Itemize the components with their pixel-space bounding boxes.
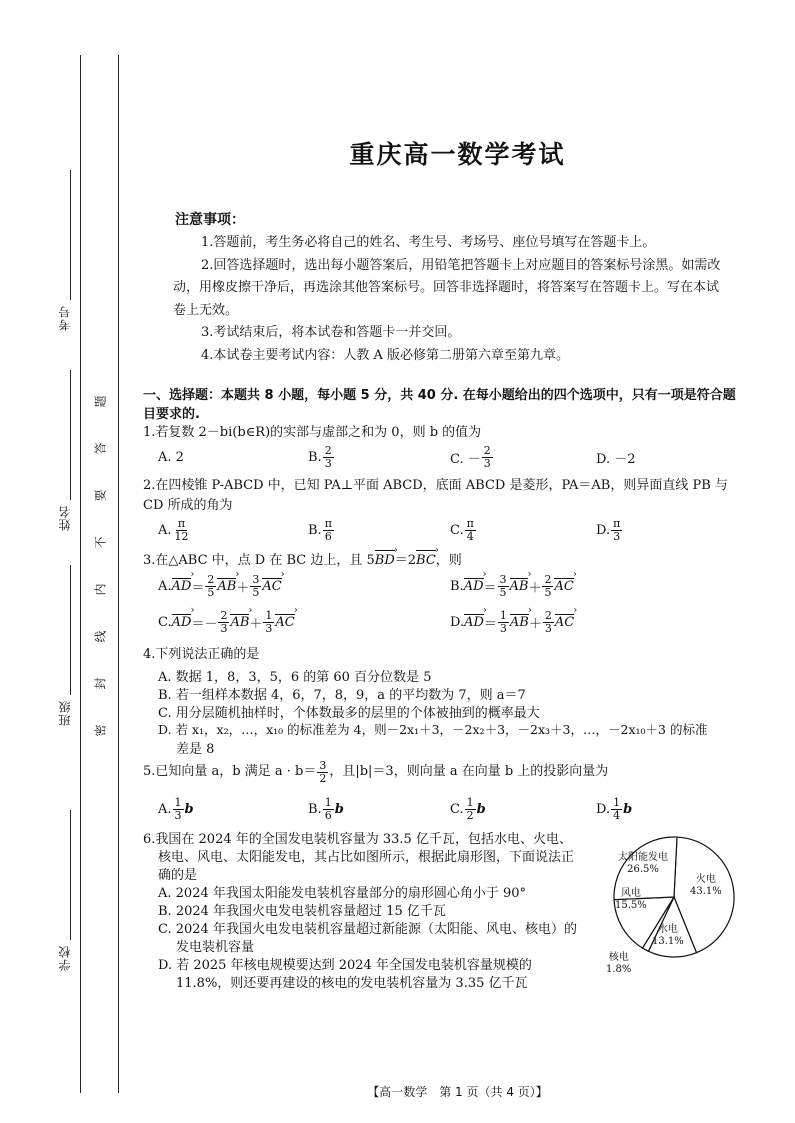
option-b [308,440,335,474]
denominator: 5 [252,585,260,599]
vector: AB › [217,579,236,594]
question-6-option-a: A. 2024 年我国太阳能发电装机容量部分的扇形圆心角小于 90° [158,886,527,901]
denominator: 2 [466,808,474,822]
numerator: 3 [252,572,260,586]
question-6-option-d: D. 若 2025 年核电规模要达到 2024 年全国发电装机容量规模的 [158,958,532,973]
stem-text: ＝2 [394,553,417,568]
question-6-option-d-cont: 11.8%，则还要再建设的核电的发电装机容量为 3.35 亿千瓦 [176,976,528,991]
option-c [450,792,486,826]
stem-text: ，且|b|＝3，则向量 a 在向量 b 上的投影向量为 [329,764,609,779]
numerator: 2 [544,608,552,622]
seal-char: 要 [93,489,108,502]
fraction [611,797,622,822]
question-2-stem: 2.在四棱锥 P-ABCD 中，已知 PA⊥平面 ABCD，底面 ABCD 是菱形，PA＝AB，则异面直线 PB 与 CD 所成的角为 [143,478,728,513]
stem-text: 5.已知向量 a，b 满足 a · b＝ [143,764,317,779]
school-label: 学校 [58,945,72,971]
vector: AB › [510,615,529,630]
fraction [173,797,184,822]
pie-slice-value: 43.1% [690,886,722,897]
seal-char: 内 [93,583,108,596]
vector: AB › [230,615,249,630]
denominator: 3 [499,621,507,635]
numerator: 2 [207,572,215,586]
operator: ＋ [528,580,542,596]
question-4-option-a: A. 数据 1，8，3，5，6 的第 60 百分位数是 5 [158,670,432,685]
notice-item: 4.本试卷主要考试内容：人教 A 版必修第二册第六章至第九章。 [201,347,570,363]
option-c [450,513,477,547]
pie-slice-value: 26.5% [627,864,659,875]
denominator: 2 [319,771,327,785]
option-b [308,792,344,826]
numerator: 3 [499,572,507,586]
fraction [317,760,328,785]
fraction [323,445,334,470]
option-label: C. [450,801,464,817]
question-4-stem: 4.下列说法正确的是 [143,647,260,662]
numerator: 3 [319,758,327,772]
denominator: 3 [265,621,273,635]
question-6-stem-cont: 核电、风电、太阳能发电，其占比如图所示，根据此扇形图，下面说法正 [158,850,575,865]
fraction [498,574,509,599]
question-6-option-c-cont: 发电装机容量 [176,940,255,955]
option-label: D. [596,801,611,817]
denominator: 12 [174,529,189,543]
numerator: 1 [174,795,182,809]
numerator: π [177,516,186,530]
numerator: π [613,516,621,530]
class-label: 班级 [58,700,72,726]
numerator: 2 [483,443,491,457]
question-6-option-b: B. 2024 年我国火电发电装机容量超过 15 亿千瓦 [158,904,446,919]
vector-b: b [623,801,633,817]
option-c [158,605,295,639]
question-5-options [158,792,738,826]
option-label: D. [596,522,611,538]
pie-slice-name: 核电 [608,952,629,963]
class-blank [70,565,71,695]
option-a [158,569,282,603]
binding-line-outer [80,55,81,1093]
denominator: 5 [544,585,552,599]
notice-item: 2.回答选择题时，选出每小题答案后，用铅笔把答题卡上对应题目的答案标号涂黑。如需改动，用橡皮擦干净后，再选涂其他答案标号。回答非选择题时，将答案写在答题卡上。写在本试卷上无效。 [173,257,721,318]
fraction [250,574,261,599]
vector: AD › [172,615,192,630]
operator: ＝ [191,580,205,596]
question-4-option-d: D. 若 x₁，x₂，…，x₁₀ 的标准差为 4，则－2x₁＋3，－2x₂＋3，－2x₃＋3，…，－2x₁₀＋3 的标准 [158,722,708,737]
option-label: B. [450,578,464,594]
pie-slice-name: 水电 [657,924,678,935]
fraction [465,797,476,822]
name-blank [70,370,71,500]
vector: AD › [464,579,484,594]
vector: AC › [262,579,281,594]
exam-no-blank [70,170,71,300]
option-label: C. [158,614,172,630]
operator: ＋ [528,616,542,632]
denominator: 4 [613,808,621,822]
denominator: 6 [324,529,332,543]
fraction [323,797,334,822]
option-label: A. [158,578,172,594]
denominator: 3 [483,456,491,470]
vector: AD › [172,579,192,594]
vector-b: b [184,801,194,817]
section-heading: 一、选择题：本题共 8 小题，每小题 5 分，共 40 分. 在每小题给出的四个选项中，只有一项是符合题目要求的. [143,388,736,422]
question-6-option-c: C. 2024 年我国火电发电装机容量超过新能源（太阳能、风电、核电）的 [158,922,577,937]
numerator: 2 [220,608,228,622]
pie-slice-label [606,952,631,976]
question-4-option-d-cont: 差是 8 [176,742,215,757]
option-label: A. [158,801,172,817]
operator: ＋ [249,616,263,632]
question-5-stem [143,757,743,787]
binding-line-inner [118,55,119,1093]
vector: AC › [555,615,574,630]
pie-slice-name: 火电 [695,874,716,885]
seal-char: 密 [93,724,108,737]
option-d: D. －2 [596,451,636,467]
fraction [323,518,334,543]
pie-slice-value: 13.1% [652,936,684,947]
denominator: 3 [613,529,621,543]
question-3-stem [143,551,743,571]
option-c [450,440,494,474]
numerator: π [466,516,474,530]
pie-slice-label [690,874,722,898]
seal-char: 线 [93,630,108,643]
name-label: 姓名 [58,505,72,531]
fraction [482,445,493,470]
operator: ＝ [483,616,497,632]
pie-slice-name: 太阳能发电 [618,852,668,863]
option-d [596,513,623,547]
denominator: 3 [174,808,182,822]
vector-b: b [476,801,486,817]
stem-text: ，则 [435,553,462,568]
denominator: 3 [544,621,552,635]
operator: ＋ [236,580,250,596]
numerator: 1 [466,795,474,809]
option-d [596,792,632,826]
option-label: B. [308,522,322,538]
option-label: C. [450,522,464,538]
fraction [498,610,509,635]
vector: AC › [554,579,573,594]
numerator: 1 [265,608,273,622]
exam-no-label: 考号 [58,305,72,331]
question-1-stem: 1.若复数 2－bi(b∈R)的实部与虚部之和为 0，则 b 的值为 [143,425,482,440]
pie-slice-value: 1.8% [606,964,632,975]
seal-char: 答 [93,442,108,455]
numerator: 1 [324,795,332,809]
option-a [158,792,194,826]
fraction [173,518,191,543]
option-a: A. 2 [158,449,184,465]
fraction [218,610,229,635]
numerator: 2 [324,443,332,457]
option-b [308,513,335,547]
pie-slice-label [615,888,647,912]
pie-slice-label [618,852,668,876]
seal-char: 不 [93,536,108,549]
vector-b: b [334,801,344,817]
school-blank [70,810,71,940]
page-footer: 【高一数学 第 1 页（共 4 页）】 [367,1085,548,1099]
pie-slice-label [652,924,684,948]
seal-char: 封 [93,677,108,690]
fraction [205,574,216,599]
question-6-stem-cont: 确的是 [158,868,198,883]
denominator: 3 [220,621,228,635]
numerator: 2 [544,572,552,586]
fraction [465,518,476,543]
question-2-options [158,513,738,547]
numerator: 1 [499,608,507,622]
notice-item: 3.考试结束后，将本试卷和答题卡一并交回。 [201,325,461,340]
page-title: 重庆高一数学考试 [349,140,566,169]
fraction [263,610,274,635]
option-b [450,569,574,603]
question-3-options-cd [158,605,738,639]
option-a [158,513,192,547]
fraction [542,574,553,599]
option-label: C. － [450,451,481,467]
vector: AC › [275,615,294,630]
stem-text: 3.在△ABC 中，点 D 在 BC 边上，且 5 [143,553,375,568]
question-4-option-c: C. 用分层随机抽样时，个体数最多的层里的个体被抽到的概率最大 [158,706,540,721]
seal-char: 题 [93,395,108,408]
denominator: 3 [324,456,332,470]
question-1-options [158,440,738,474]
pie-slice-value: 15.5% [615,900,647,911]
question-6-stem: 6.我国在 2024 年的全国发电装机容量为 33.5 亿千瓦，包括水电、火电、 [143,832,572,847]
denominator: 4 [466,529,474,543]
option-label: D. [450,614,465,630]
notice-item: 1.答题前，考生务必将自己的姓名、考生号、考场号、座位号填写在答题卡上。 [201,235,656,250]
question-3-options-ab [158,569,738,603]
denominator: 6 [324,808,332,822]
vector: BD › [375,551,395,571]
operator: ＝ [483,580,497,596]
denominator: 5 [499,585,507,599]
question-4-option-b: B. 若一组样本数据 4，6，7，8，9，a 的平均数为 7，则 a＝7 [158,688,526,703]
option-label: B. [308,801,322,817]
fraction [543,610,554,635]
notice-list [173,232,723,367]
option-label: A. [158,522,172,538]
vector: BC › [416,551,436,571]
vector: AB › [510,579,529,594]
operator: ＝－ [191,616,218,632]
fraction [611,518,622,543]
denominator: 5 [207,585,215,599]
notice-heading: 注意事项： [175,212,245,228]
vector: AD › [464,615,484,630]
numerator: 1 [613,795,621,809]
option-label: B. [308,449,322,465]
pie-slice-name: 风电 [620,888,641,899]
numerator: π [324,516,332,530]
option-d [450,605,574,639]
